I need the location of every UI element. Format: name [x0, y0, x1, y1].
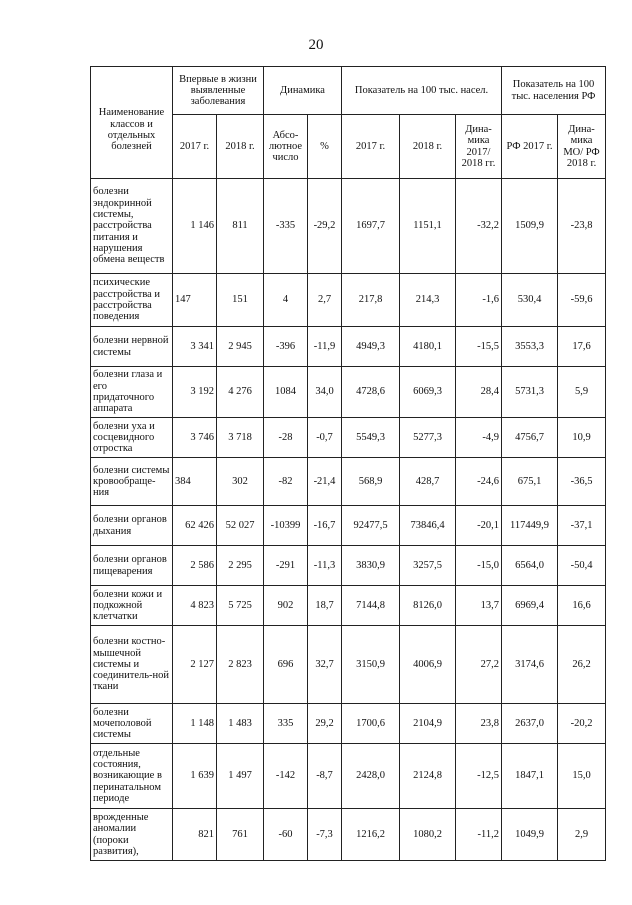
row-name: отдельные состояния, возникающие в перинатальном периоде: [91, 744, 173, 809]
header-per100k-2017: 2017 г.: [342, 115, 400, 179]
row-name: врожденные аномалии (пороки развития),: [91, 809, 173, 861]
cell-p2018: 3257,5: [400, 546, 456, 586]
cell-dyn: -20,1: [456, 506, 502, 546]
cell-rf: 3174,6: [502, 626, 558, 704]
table-row: [91, 506, 606, 546]
table-row: [91, 744, 606, 809]
cell-2017: 3 746: [173, 418, 217, 458]
cell-p2018: 5277,3: [400, 418, 456, 458]
table-row: [91, 546, 606, 586]
row-name: психические расстройства и расстройства поведения: [91, 274, 173, 327]
cell-p2018: 214,3: [400, 274, 456, 327]
table-row: [91, 458, 606, 506]
cell-dynrf: 15,0: [558, 744, 606, 809]
row-name: болезни кожи и подкожной клетчатки: [91, 586, 173, 626]
cell-2018: 3 718: [217, 418, 264, 458]
cell-dyn: 13,7: [456, 586, 502, 626]
cell-p2017: 5549,3: [342, 418, 400, 458]
row-name: болезни костно-мышечной системы и соединитель-ной ткани: [91, 626, 173, 704]
cell-dyn: 28,4: [456, 367, 502, 418]
table-row: [91, 626, 606, 704]
row-name: болезни органов дыхания: [91, 506, 173, 546]
cell-pct: -7,3: [308, 809, 342, 861]
row-name: болезни эндокринной системы, расстройства питания и нарушения обмена веществ: [91, 179, 173, 274]
table-row: [91, 367, 606, 418]
cell-pct: 18,7: [308, 586, 342, 626]
cell-dyn: 23,8: [456, 704, 502, 744]
cell-abs: 902: [264, 586, 308, 626]
cell-pct: -21,4: [308, 458, 342, 506]
cell-p2017: 1697,7: [342, 179, 400, 274]
cell-2018: 2 945: [217, 327, 264, 367]
cell-p2017: 4728,6: [342, 367, 400, 418]
cell-2018: 761: [217, 809, 264, 861]
cell-2017: 1 639: [173, 744, 217, 809]
cell-p2017: 568,9: [342, 458, 400, 506]
row-name: болезни глаза и его придаточного аппарата: [91, 367, 173, 418]
cell-2018: 151: [217, 274, 264, 327]
cell-rf: 1847,1: [502, 744, 558, 809]
cell-dynrf: 26,2: [558, 626, 606, 704]
cell-pct: 34,0: [308, 367, 342, 418]
cell-2017: 384: [173, 458, 217, 506]
cell-abs: -335: [264, 179, 308, 274]
row-name: болезни мочеполовой системы: [91, 704, 173, 744]
cell-2017: 821: [173, 809, 217, 861]
header-name: Наименование классов и отдельных болезней: [91, 67, 173, 179]
cell-2017: 3 341: [173, 327, 217, 367]
cell-dyn: -4,9: [456, 418, 502, 458]
cell-pct: -11,3: [308, 546, 342, 586]
cell-2018: 1 497: [217, 744, 264, 809]
cell-2018: 2 823: [217, 626, 264, 704]
cell-2017: 3 192: [173, 367, 217, 418]
cell-p2017: 3830,9: [342, 546, 400, 586]
cell-dynrf: -23,8: [558, 179, 606, 274]
cell-2018: 811: [217, 179, 264, 274]
cell-abs: -10399: [264, 506, 308, 546]
cell-p2018: 6069,3: [400, 367, 456, 418]
cell-dynrf: 5,9: [558, 367, 606, 418]
cell-pct: -0,7: [308, 418, 342, 458]
cell-pct: -8,7: [308, 744, 342, 809]
cell-abs: 335: [264, 704, 308, 744]
cell-abs: 4: [264, 274, 308, 327]
cell-p2018: 8126,0: [400, 586, 456, 626]
cell-abs: -142: [264, 744, 308, 809]
cell-p2017: 1700,6: [342, 704, 400, 744]
table-row: [91, 179, 606, 274]
cell-2018: 302: [217, 458, 264, 506]
cell-dynrf: -50,4: [558, 546, 606, 586]
cell-rf: 6564,0: [502, 546, 558, 586]
cell-dynrf: 17,6: [558, 327, 606, 367]
cell-p2017: 4949,3: [342, 327, 400, 367]
header-dyn-1718: Дина-мика 2017/ 2018 гг.: [456, 115, 502, 179]
cell-dyn: -32,2: [456, 179, 502, 274]
cell-p2017: 2428,0: [342, 744, 400, 809]
cell-rf: 1049,9: [502, 809, 558, 861]
cell-dyn: -15,0: [456, 546, 502, 586]
cell-rf: 1509,9: [502, 179, 558, 274]
header-per100k-2018: 2018 г.: [400, 115, 456, 179]
cell-p2017: 217,8: [342, 274, 400, 327]
cell-2017: 147: [173, 274, 217, 327]
cell-p2018: 4006,9: [400, 626, 456, 704]
header-2018: 2018 г.: [217, 115, 264, 179]
cell-dynrf: -37,1: [558, 506, 606, 546]
cell-dyn: -1,6: [456, 274, 502, 327]
cell-abs: 1084: [264, 367, 308, 418]
cell-2017: 2 586: [173, 546, 217, 586]
cell-2018: 5 725: [217, 586, 264, 626]
row-name: болезни уха и сосцевидного отростка: [91, 418, 173, 458]
header-per100k: Показатель на 100 тыс. насел.: [342, 67, 502, 115]
cell-rf: 530,4: [502, 274, 558, 327]
header-rf-per100k: Показатель на 100 тыс. населения РФ: [502, 67, 606, 115]
cell-pct: -16,7: [308, 506, 342, 546]
cell-pct: -11,9: [308, 327, 342, 367]
cell-dyn: 27,2: [456, 626, 502, 704]
cell-p2018: 2124,8: [400, 744, 456, 809]
cell-2018: 1 483: [217, 704, 264, 744]
table-row: [91, 418, 606, 458]
cell-abs: -396: [264, 327, 308, 367]
header-first-time: Впервые в жизни выявленные заболевания: [173, 67, 264, 115]
cell-rf: 6969,4: [502, 586, 558, 626]
cell-dyn: -11,2: [456, 809, 502, 861]
header-dyn-mo-rf: Дина-мика МО/ РФ 2018 г.: [558, 115, 606, 179]
cell-abs: -28: [264, 418, 308, 458]
cell-dynrf: 2,9: [558, 809, 606, 861]
cell-2018: 52 027: [217, 506, 264, 546]
header-dynamics: Динамика: [264, 67, 342, 115]
header-abs: Абсо-лютное число: [264, 115, 308, 179]
cell-p2018: 73846,4: [400, 506, 456, 546]
cell-p2017: 7144,8: [342, 586, 400, 626]
page-number: 20: [308, 37, 324, 53]
cell-p2018: 1151,1: [400, 179, 456, 274]
header-pct: %: [308, 115, 342, 179]
cell-p2017: 3150,9: [342, 626, 400, 704]
cell-pct: 32,7: [308, 626, 342, 704]
cell-rf: 2637,0: [502, 704, 558, 744]
cell-pct: 2,7: [308, 274, 342, 327]
row-name: болезни системы кровообраще-ния: [91, 458, 173, 506]
cell-p2018: 4180,1: [400, 327, 456, 367]
cell-2017: 1 148: [173, 704, 217, 744]
cell-p2017: 92477,5: [342, 506, 400, 546]
cell-dynrf: 10,9: [558, 418, 606, 458]
table-row: [91, 274, 606, 327]
morbidity-table: [90, 66, 606, 861]
cell-dyn: -24,6: [456, 458, 502, 506]
cell-2018: 2 295: [217, 546, 264, 586]
cell-pct: 29,2: [308, 704, 342, 744]
header-2017: 2017 г.: [173, 115, 217, 179]
cell-2017: 62 426: [173, 506, 217, 546]
cell-2018: 4 276: [217, 367, 264, 418]
cell-p2018: 1080,2: [400, 809, 456, 861]
header-rf-2017: РФ 2017 г.: [502, 115, 558, 179]
table-row: [91, 586, 606, 626]
cell-rf: 117449,9: [502, 506, 558, 546]
cell-abs: -82: [264, 458, 308, 506]
cell-abs: -60: [264, 809, 308, 861]
cell-dynrf: 16,6: [558, 586, 606, 626]
cell-pct: -29,2: [308, 179, 342, 274]
cell-dynrf: -20,2: [558, 704, 606, 744]
cell-2017: 1 146: [173, 179, 217, 274]
table-row: [91, 704, 606, 744]
cell-abs: 696: [264, 626, 308, 704]
cell-p2017: 1216,2: [342, 809, 400, 861]
cell-dyn: -15,5: [456, 327, 502, 367]
table-row: [91, 809, 606, 861]
cell-rf: 3553,3: [502, 327, 558, 367]
cell-p2018: 2104,9: [400, 704, 456, 744]
cell-dynrf: -59,6: [558, 274, 606, 327]
cell-2017: 4 823: [173, 586, 217, 626]
cell-dynrf: -36,5: [558, 458, 606, 506]
table-row: [91, 327, 606, 367]
cell-rf: 675,1: [502, 458, 558, 506]
cell-dyn: -12,5: [456, 744, 502, 809]
cell-rf: 5731,3: [502, 367, 558, 418]
cell-rf: 4756,7: [502, 418, 558, 458]
cell-p2018: 428,7: [400, 458, 456, 506]
cell-abs: -291: [264, 546, 308, 586]
row-name: болезни нервной системы: [91, 327, 173, 367]
row-name: болезни органов пищеварения: [91, 546, 173, 586]
cell-2017: 2 127: [173, 626, 217, 704]
